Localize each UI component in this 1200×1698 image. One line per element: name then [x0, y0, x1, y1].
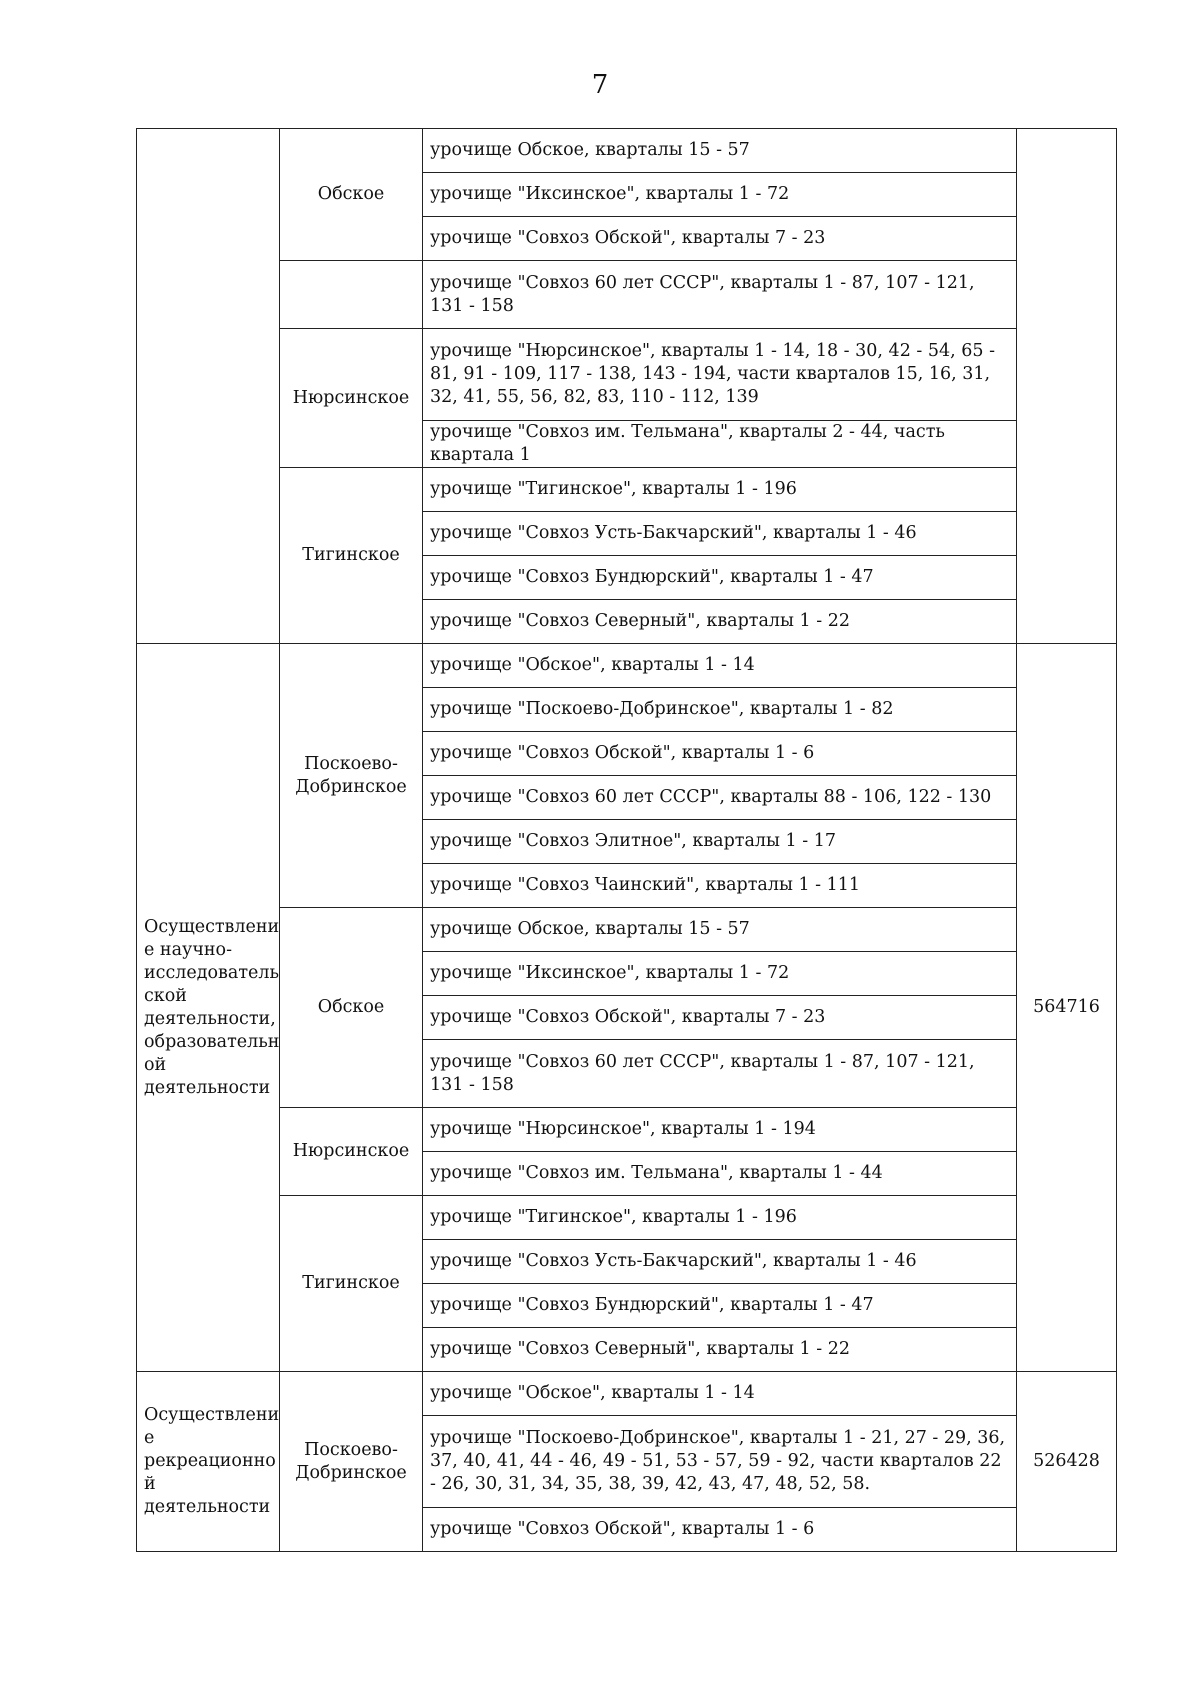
- tract-cell: урочище "Совхоз Обской", кварталы 1 - 6: [423, 1508, 1017, 1552]
- tract-cell: урочище "Совхоз Обской", кварталы 7 - 23: [423, 217, 1017, 261]
- tract-cell: урочище "Обское", кварталы 1 - 14: [423, 644, 1017, 688]
- tract-cell: урочище "Обское", кварталы 1 - 14: [423, 1372, 1017, 1416]
- forest-use-table: [136, 128, 1117, 1552]
- tract-cell: урочище "Поскоево-Добринское", кварталы 1 - 82: [423, 688, 1017, 732]
- tract-cell: урочище "Иксинское", кварталы 1 - 72: [423, 173, 1017, 217]
- tract-cell: урочище Обское, кварталы 15 - 57: [423, 129, 1017, 173]
- page-number: 7: [591, 70, 609, 100]
- tract-cell: урочище "Тигинское", кварталы 1 - 196: [423, 1196, 1017, 1240]
- table-row: [137, 129, 1117, 173]
- forestry-cell: Поскоево-Добринское: [280, 644, 423, 908]
- tract-cell: урочище Обское, кварталы 15 - 57: [423, 908, 1017, 952]
- tract-cell: урочище "Совхоз Чаинский", кварталы 1 - 111: [423, 864, 1017, 908]
- table-row: [137, 329, 1117, 421]
- tract-cell: урочище "Совхоз 60 лет СССР", кварталы 1 - 87, 107 - 121, 131 - 158: [423, 1040, 1017, 1108]
- tract-cell: урочище "Совхоз им. Тельмана", кварталы 2 - 44, часть квартала 1: [423, 421, 1017, 468]
- forestry-cell: Обское: [280, 129, 423, 261]
- table-row: [137, 1372, 1117, 1416]
- forestry-cell: Нюрсинское: [280, 329, 423, 468]
- activity-cell: Осуществлени е научно-исследователь ской деятельности, образовательн ой деятельности: [137, 644, 280, 1372]
- tract-cell: урочище "Поскоево-Добринское", кварталы 1 - 21, 27 - 29, 36, 37, 40, 41, 44 - 46, 49 - 51, 53 - 57, 59 - 92, части кварталов 22 - 26, 30, 31, 34, 35, 38, 39, 42, 43, 47, 48, 52, 58.: [423, 1416, 1017, 1508]
- forestry-cell: Обское: [280, 908, 423, 1108]
- tract-cell: урочище "Совхоз Усть-Бакчарский", кварталы 1 - 46: [423, 1240, 1017, 1284]
- forestry-cell: Тигинское: [280, 1196, 423, 1372]
- tract-cell: урочище "Иксинское", кварталы 1 - 72: [423, 952, 1017, 996]
- forestry-cell: [280, 261, 423, 329]
- table-row: [137, 908, 1117, 952]
- tract-cell: урочище "Нюрсинское", кварталы 1 - 14, 18 - 30, 42 - 54, 65 - 81, 91 - 109, 117 - 138, 143 - 194, части кварталов 15, 16, 31, 32, 41, 55, 56, 82, 83, 110 - 112, 139: [423, 329, 1017, 421]
- tract-cell: урочище "Совхоз им. Тельмана", кварталы 1 - 44: [423, 1152, 1017, 1196]
- tract-cell: урочище "Совхоз Обской", кварталы 1 - 6: [423, 732, 1017, 776]
- tract-cell: урочище "Совхоз Северный", кварталы 1 - 22: [423, 1328, 1017, 1372]
- forestry-cell: Тигинское: [280, 468, 423, 644]
- tract-cell: урочище "Совхоз 60 лет СССР", кварталы 1 - 87, 107 - 121, 131 - 158: [423, 261, 1017, 329]
- tract-cell: урочище "Совхоз Усть-Бакчарский", кварталы 1 - 46: [423, 512, 1017, 556]
- activity-cell: [137, 129, 280, 644]
- tract-cell: урочище "Тигинское", кварталы 1 - 196: [423, 468, 1017, 512]
- tract-cell: урочище "Совхоз Северный", кварталы 1 - 22: [423, 600, 1017, 644]
- tract-cell: урочище "Совхоз Бундюрский", кварталы 1 - 47: [423, 556, 1017, 600]
- forestry-cell: Нюрсинское: [280, 1108, 423, 1196]
- activity-cell: Осуществлени е рекреационно й деятельности: [137, 1372, 280, 1552]
- table-row: [137, 644, 1117, 688]
- area-cell: [1017, 129, 1117, 644]
- table-row: [137, 468, 1117, 512]
- table-row: [137, 1108, 1117, 1152]
- forestry-cell: Поскоево-Добринское: [280, 1372, 423, 1552]
- tract-cell: урочище "Совхоз Обской", кварталы 7 - 23: [423, 996, 1017, 1040]
- area-cell: 564716: [1017, 644, 1117, 1372]
- tract-cell: урочище "Совхоз Бундюрский", кварталы 1 - 47: [423, 1284, 1017, 1328]
- area-cell: 526428: [1017, 1372, 1117, 1552]
- tract-cell: урочище "Нюрсинское", кварталы 1 - 194: [423, 1108, 1017, 1152]
- table-row: [137, 1196, 1117, 1240]
- tract-cell: урочище "Совхоз Элитное", кварталы 1 - 17: [423, 820, 1017, 864]
- table-row: [137, 261, 1117, 329]
- tract-cell: урочище "Совхоз 60 лет СССР", кварталы 88 - 106, 122 - 130: [423, 776, 1017, 820]
